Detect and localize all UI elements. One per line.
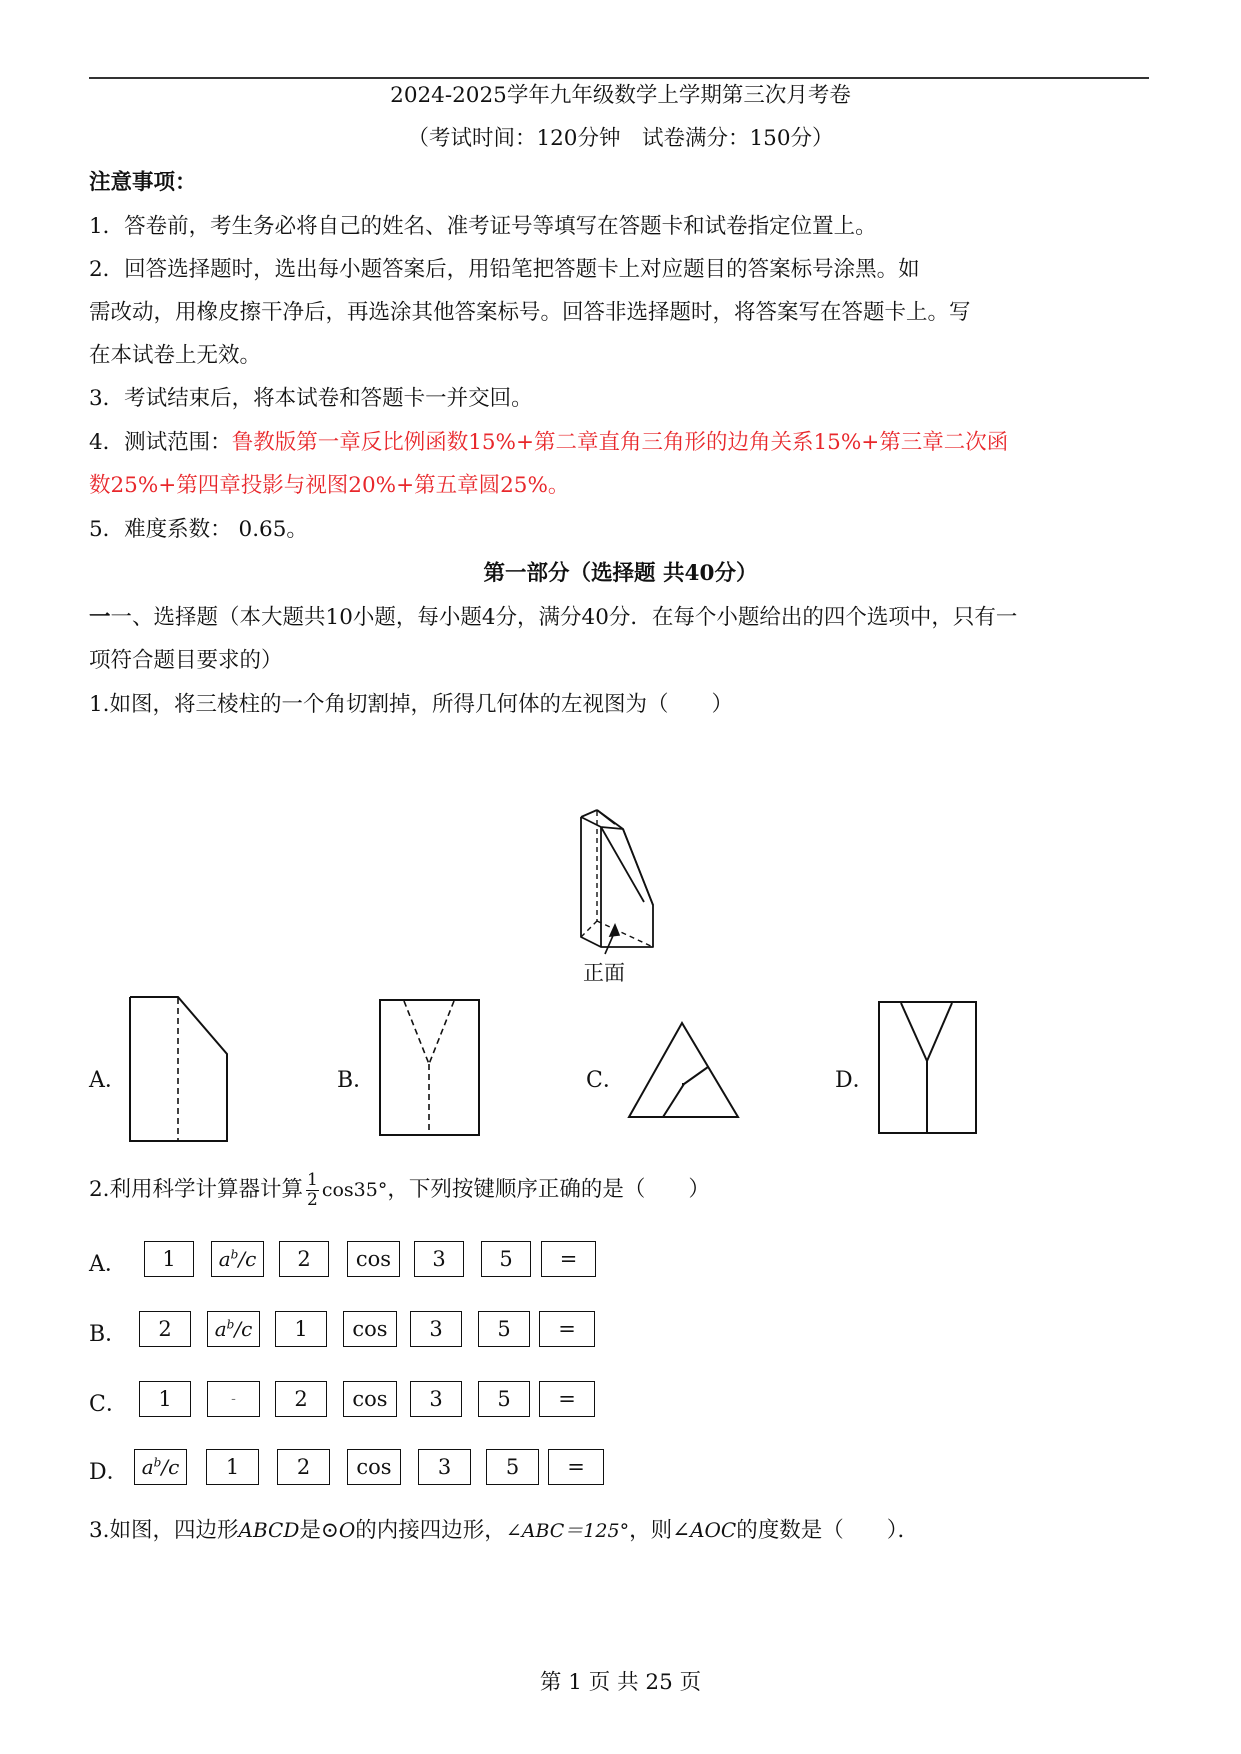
q3-text: 的内接四边形，: [355, 1518, 506, 1543]
notice-heading: 注意事项：: [89, 170, 197, 195]
calc-key-1[interactable]: 1: [206, 1449, 259, 1485]
calc-key-5[interactable]: 5: [478, 1311, 530, 1347]
calc-key-fraction[interactable]: [211, 1241, 264, 1277]
notice-item-2-line-1: 2．回答选择题时，选出每小题答案后，用铅笔把答题卡上对应题目的答案标号涂黑。如: [89, 257, 920, 282]
notice-item-2-line-2: 需改动，用橡皮擦干净后，再选涂其他答案标号。回答非选择题时，将答案写在答题卡上。写: [89, 300, 971, 325]
calc-key-5[interactable]: 5: [481, 1241, 531, 1277]
q2-stem-expression: cos35°: [321, 1179, 388, 1201]
q3-circle-symbol: 是⊙: [299, 1518, 339, 1543]
q3-text-2: ，则∠: [629, 1518, 691, 1543]
q2-fraction-numerator: 1: [307, 1169, 318, 1190]
calc-key-5[interactable]: 5: [486, 1449, 539, 1485]
section-number: 一: [89, 605, 111, 630]
q2-fraction: [306, 1171, 319, 1210]
calc-key-fraction[interactable]: [207, 1311, 260, 1347]
calc-key-3[interactable]: 3: [418, 1449, 471, 1485]
calc-key-1[interactable]: 1: [139, 1381, 191, 1417]
q1-option-b-figure[interactable]: [378, 998, 483, 1138]
calc-key-3[interactable]: 3: [410, 1381, 462, 1417]
q2-option-d-label[interactable]: D．: [89, 1460, 129, 1485]
calc-key-equals[interactable]: =: [548, 1449, 604, 1485]
notice-item-4-line-2: 数25%+第四章投影与视图20%+第五章圆25%。: [89, 473, 570, 498]
q1-option-a-label[interactable]: A．: [89, 1068, 127, 1093]
calc-key-equals[interactable]: =: [541, 1241, 596, 1277]
calc-key-cos[interactable]: cos: [343, 1381, 397, 1417]
calc-key-cos[interactable]: cos: [343, 1311, 397, 1347]
exam-title: 2024-2025学年九年级数学上学期第三次月考卷: [390, 83, 851, 108]
fraction-key-symbol: $a^b/c$: [218, 1247, 257, 1271]
calc-key-2[interactable]: 2: [279, 1241, 329, 1277]
minus-key-symbol: -: [231, 1391, 236, 1407]
calc-key-2[interactable]: 2: [277, 1449, 330, 1485]
calc-key-5[interactable]: 5: [478, 1381, 530, 1417]
q2-option-b-keys[interactable]: [89, 1311, 789, 1351]
q1-option-c-figure[interactable]: [627, 1020, 742, 1120]
calc-key-3[interactable]: 3: [414, 1241, 464, 1277]
calc-key-cos[interactable]: cos: [347, 1449, 401, 1485]
q3-angle-aoc: AOC: [690, 1518, 737, 1542]
q2-option-b-label[interactable]: B．: [89, 1322, 128, 1347]
section-1-line-1: [89, 603, 1154, 633]
q2-fraction-denominator: 2: [307, 1189, 318, 1210]
section-1-line-2: 项符合题目要求的）: [89, 648, 283, 673]
q1-stem: 1.如图，将三棱柱的一个角切割掉，所得几何体的左视图为（ ）: [89, 692, 734, 717]
calc-key-2[interactable]: 2: [275, 1381, 327, 1417]
q1-option-b-label[interactable]: B．: [337, 1068, 376, 1093]
q2-option-a-keys[interactable]: [89, 1241, 789, 1281]
calc-key-3[interactable]: 3: [410, 1311, 462, 1347]
q3-circle-name: O: [338, 1518, 356, 1542]
q1-option-d-figure[interactable]: [877, 1000, 979, 1136]
q1-option-a-figure[interactable]: [128, 995, 233, 1143]
calc-key-equals[interactable]: =: [539, 1381, 595, 1417]
notice-item-3: 3．考试结束后，将本试卷和答题卡一并交回。: [89, 386, 533, 411]
test-scope-red: 鲁教版第一章反比例函数15%+第二章直角三角形的边角关系15%+第三章二次函: [231, 430, 1009, 455]
q2-option-d-keys[interactable]: [89, 1449, 789, 1489]
part1-heading: 第一部分（选择题 共40分）: [483, 561, 758, 586]
page-footer: 第 1 页 共 25 页: [539, 1670, 702, 1695]
fraction-key-symbol: $a^b/c$: [214, 1317, 253, 1341]
q3-prefix: 3.如图，四边形: [89, 1518, 239, 1543]
q1-option-d-label[interactable]: D．: [835, 1068, 875, 1093]
section-1-text: 一、选择题（本大题共10小题，每小题4分，满分40分．在每个小题给出的四个选项中，只有一: [110, 605, 1018, 630]
calc-key-1[interactable]: 1: [144, 1241, 194, 1277]
calc-key-fraction[interactable]: [134, 1449, 187, 1485]
q3-angle: ∠ABC＝125°: [505, 1520, 630, 1542]
calc-key-equals[interactable]: =: [539, 1311, 595, 1347]
fraction-key-symbol: $a^b/c$: [141, 1455, 180, 1479]
q3-suffix: 的度数是（ ）．: [736, 1518, 920, 1543]
q2-option-a-label[interactable]: A．: [89, 1252, 127, 1277]
calc-key-1[interactable]: 1: [275, 1311, 327, 1347]
q2-option-c-label[interactable]: C．: [89, 1392, 128, 1417]
top-rule: [89, 77, 1149, 79]
notice-item-1: 1．答卷前，考生务必将自己的姓名、准考证号等填写在答题卡和试卷指定位置上。: [89, 214, 877, 239]
calc-key-2[interactable]: 2: [139, 1311, 191, 1347]
q1-option-c-label[interactable]: C．: [586, 1068, 625, 1093]
calc-key-minus[interactable]: [207, 1381, 260, 1417]
q2-stem: [89, 1168, 1154, 1212]
q2-stem-prefix: 2.利用科学计算器计算: [89, 1177, 304, 1202]
q2-option-c-keys[interactable]: [89, 1381, 789, 1421]
notice-item-4-line-1: [89, 428, 1154, 458]
q1-figure-label: 正面: [583, 961, 625, 985]
exam-subtitle: （考试时间：120分钟 试卷满分：150分）: [407, 126, 834, 151]
q3-stem: [89, 1515, 1154, 1546]
notice-item-4-prefix: 4．测试范围：: [89, 430, 232, 455]
notice-item-5: 5．难度系数： 0.65。: [89, 517, 308, 542]
q1-prism-figure: [570, 805, 670, 965]
q3-quadrilateral: ABCD: [238, 1518, 300, 1542]
calc-key-cos[interactable]: cos: [347, 1241, 400, 1277]
q2-stem-suffix: ，下列按键顺序正确的是（ ）: [387, 1177, 710, 1202]
notice-item-2-line-3: 在本试卷上无效。: [89, 343, 262, 368]
